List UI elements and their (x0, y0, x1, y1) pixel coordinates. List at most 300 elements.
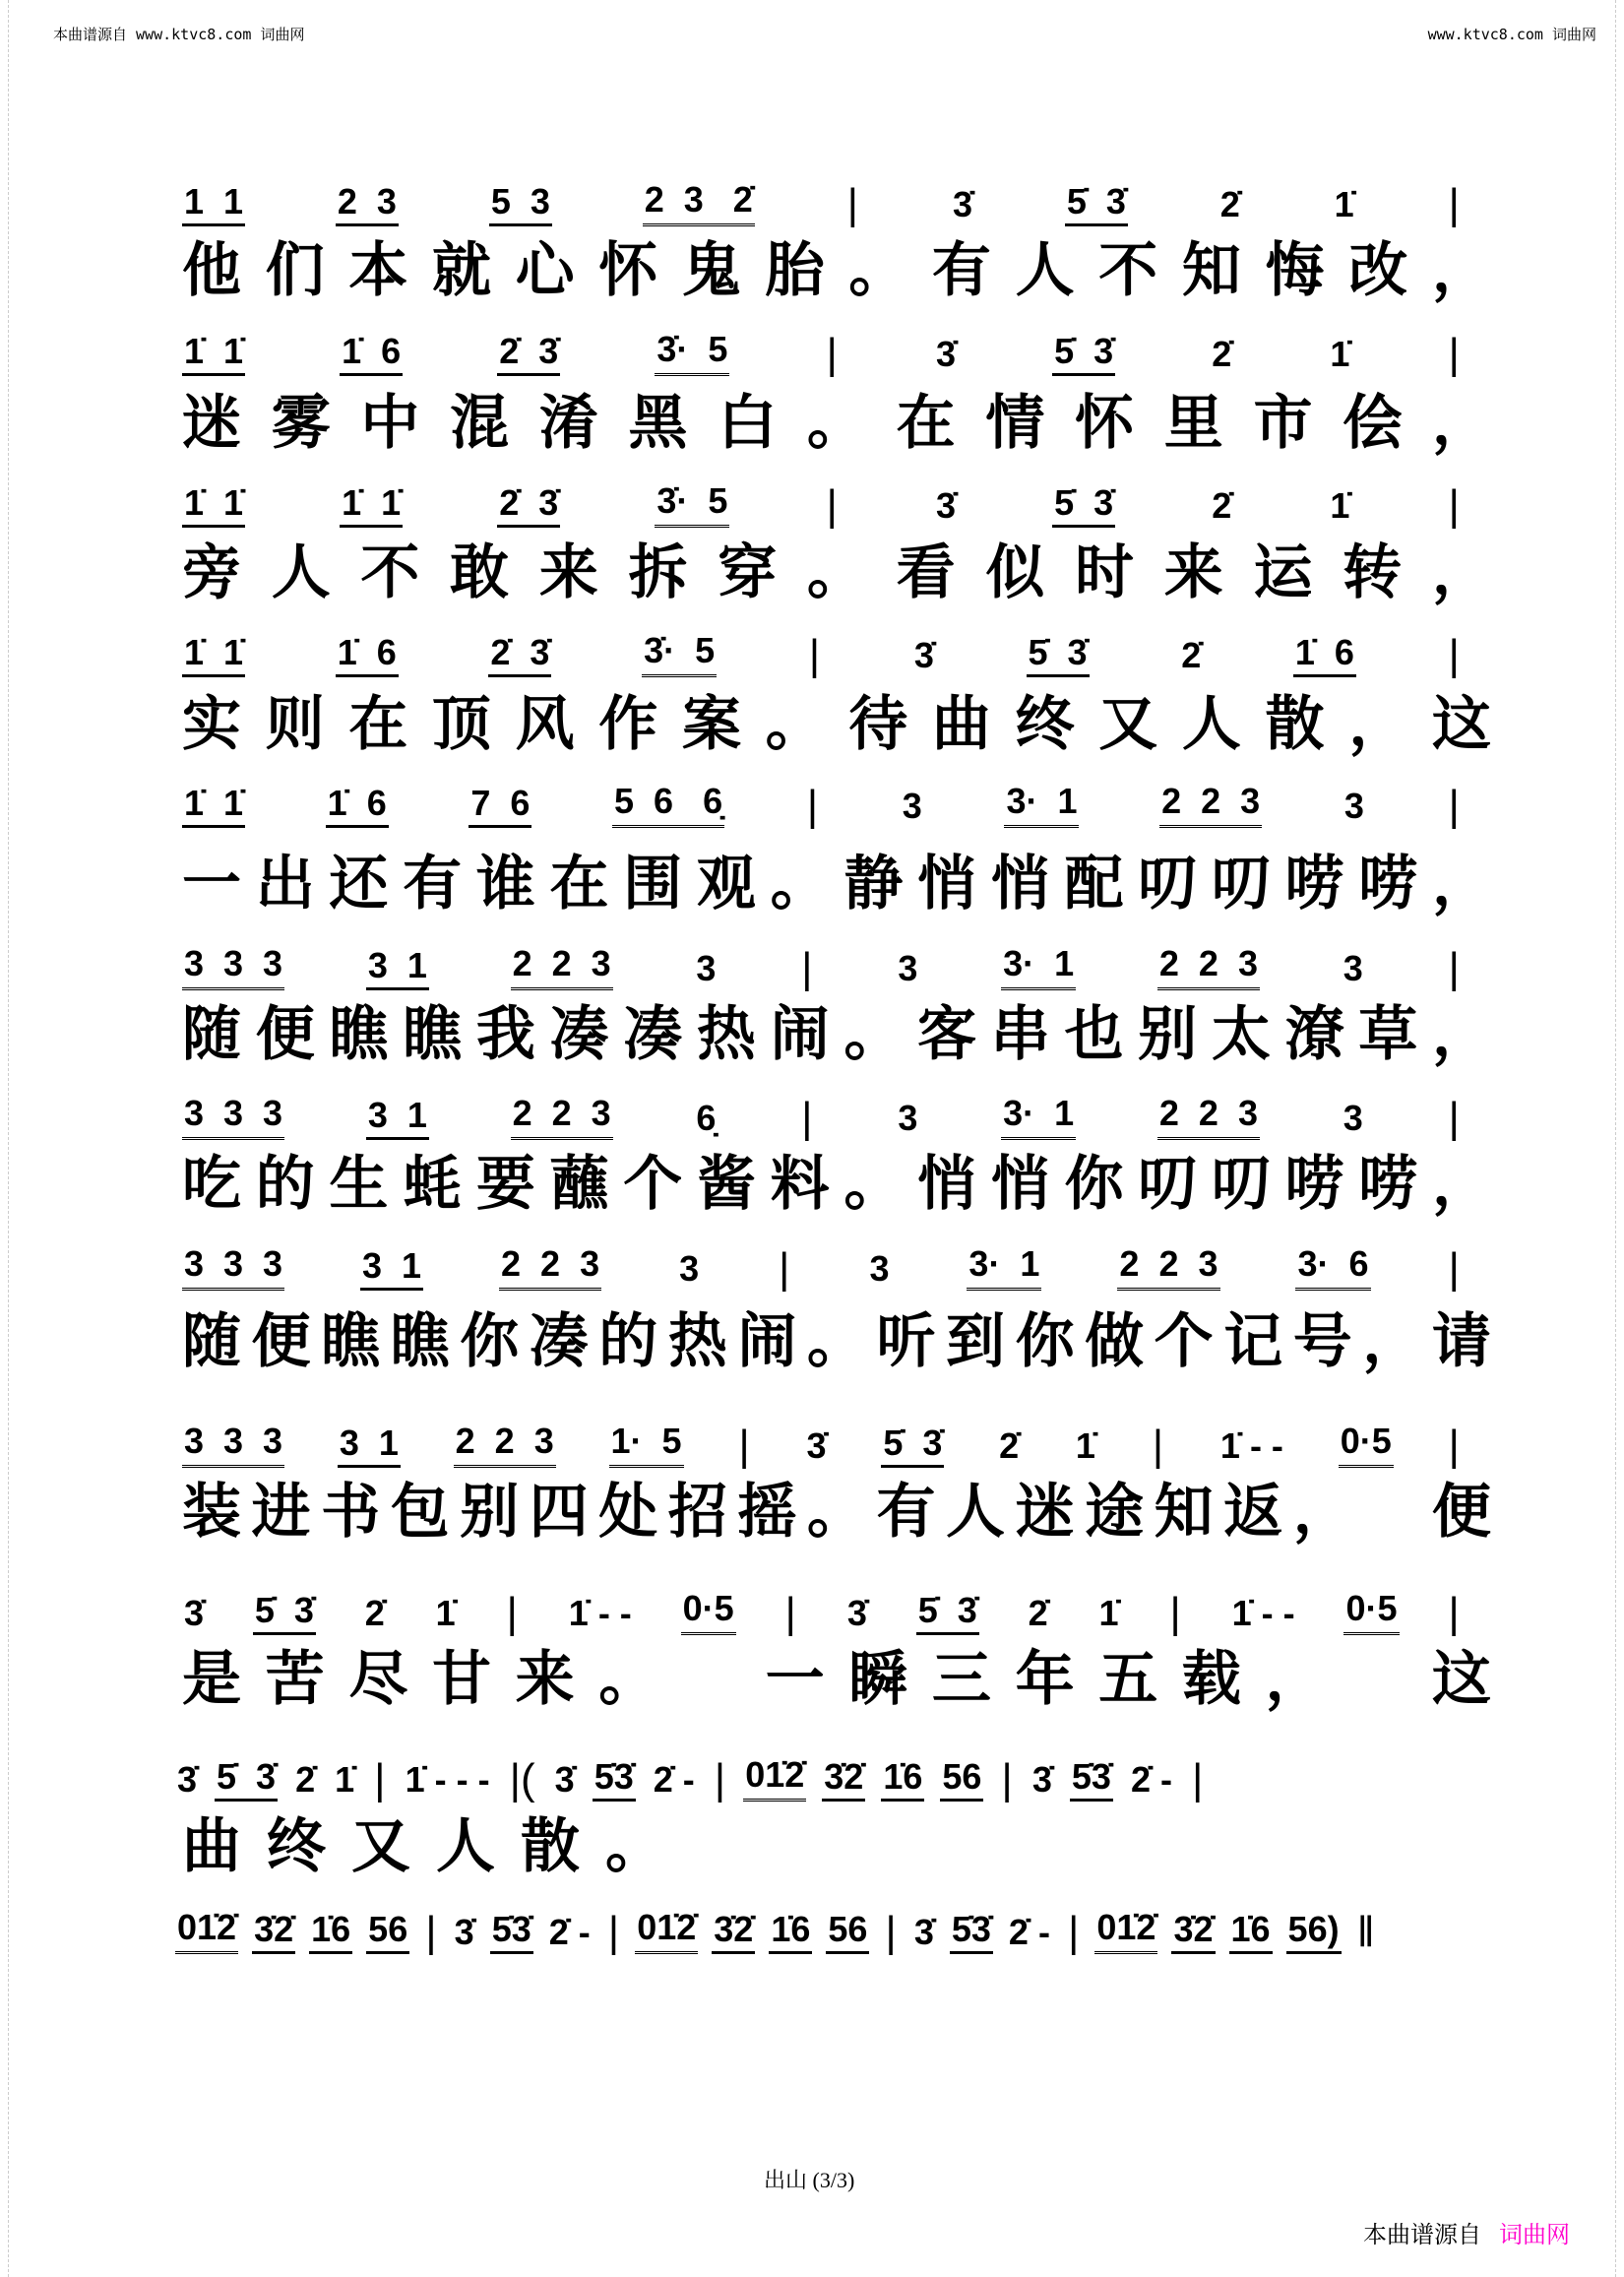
lyric-char: 别 (460, 1478, 520, 1547)
lyric-char: 招 (667, 1478, 727, 1547)
note-group: 01̇2̇ (175, 1906, 238, 1954)
lyric-char: 就 (431, 236, 491, 305)
lyric-char: 人 (1181, 690, 1241, 759)
header-left: 本曲谱源自 www.ktvc8.com 词曲网 (53, 26, 305, 43)
barline: | (1448, 1244, 1460, 1293)
note-group: 3̇ (806, 1425, 827, 1466)
header-right: www.ktvc8.com 词曲网 (1427, 26, 1596, 43)
lyric-char: 唠 (1284, 850, 1344, 918)
note-group: 3̇· 5 (655, 479, 729, 528)
lyric-char: 旁 (182, 538, 241, 607)
lyric-char: 似 (985, 538, 1045, 607)
lyric-char: ， (1431, 236, 1491, 305)
note-group: 2 2 3 (1159, 780, 1262, 828)
note-group: 56 (366, 1908, 409, 1954)
lyric-char: 改 (1348, 236, 1408, 305)
lyric-char: ， (1362, 1307, 1422, 1376)
left-margin-watermark (8, 0, 9, 2277)
lyric-char: 随 (182, 1307, 241, 1376)
note-group: 3· 1 (1001, 1092, 1076, 1140)
note-group: 3· 1 (1001, 942, 1076, 990)
note-group: 1̇6 (769, 1908, 812, 1954)
lyric-char (1348, 1645, 1407, 1714)
lyrics-line (182, 690, 1491, 759)
barline: | (1448, 631, 1460, 679)
lyric-char: ， (1431, 1150, 1491, 1219)
notes-line (182, 1419, 1462, 1468)
notes-line (182, 478, 1462, 528)
note-group: 5̇ 3̇ (253, 1589, 316, 1635)
lyric-char: 则 (265, 690, 325, 759)
lyric-char: 生 (329, 1150, 389, 1219)
lyric-char: 叨 (1211, 1150, 1271, 1219)
lyric-char: 谁 (475, 850, 535, 918)
lyric-char: 。 (806, 1307, 866, 1376)
lyric-char: 凑 (623, 1000, 683, 1069)
lyric-char: 不 (1098, 236, 1158, 305)
note-group: 2̇ (295, 1759, 316, 1800)
notes-line (182, 1091, 1462, 1140)
barline: | (1448, 330, 1460, 378)
lyric-char: 中 (360, 389, 420, 458)
lyric-char: 怀 (598, 236, 658, 305)
lyric-char: 瞬 (848, 1645, 908, 1714)
lyric-char: 在 (549, 850, 609, 918)
note-group: 2̇ (1028, 1593, 1048, 1633)
lyric-char: 。 (843, 1150, 904, 1219)
lyric-char: 你 (1015, 1307, 1075, 1376)
note-group: 3· 1 (967, 1242, 1041, 1291)
lyric-char: 瞧 (329, 1000, 389, 1069)
lyric-char: 敢 (450, 538, 510, 607)
lyric-char: 。 (598, 1645, 658, 1714)
note-group: 5̇ 3̇ (1052, 330, 1115, 376)
lyric-char: 太 (1211, 1000, 1271, 1069)
barline: | (1448, 180, 1460, 228)
lyric-char: 叨 (1138, 1150, 1198, 1219)
lyric-char: 人 (946, 1478, 1006, 1547)
note-group: 1̇ 6 (336, 631, 399, 677)
note-group: 1̇ 1̇ (182, 481, 245, 528)
notes-line (182, 1586, 1462, 1635)
note-group: 0·5 (1343, 1587, 1399, 1635)
barline: | (1152, 1422, 1164, 1470)
lyric-char: 黑 (628, 389, 688, 458)
barline: | (806, 782, 819, 830)
lyric-char: 叨 (1138, 850, 1198, 918)
note-group: 2̇ (1212, 485, 1232, 526)
note-group: 2̇ 3̇ (497, 330, 560, 376)
note-group: 3 1 (366, 944, 429, 990)
lyric-char: 悄 (990, 850, 1050, 918)
lyric-char: ， (1431, 850, 1491, 918)
notes-line (182, 941, 1462, 990)
barline: | (425, 1908, 437, 1956)
lyric-char: 迷 (1015, 1478, 1075, 1547)
note-group: 1̇ (1330, 485, 1350, 526)
lyric-char: 。 (770, 850, 830, 918)
note-group: 3̇ (554, 1759, 575, 1800)
note-group: 1̇ 6 (340, 330, 403, 376)
note-group: 1̇ 6 (326, 782, 389, 828)
barline: | (801, 1094, 813, 1142)
notes-line (182, 628, 1462, 677)
lyrics-line (182, 389, 1491, 458)
note-group: 2̇ (1219, 184, 1240, 224)
lyric-char: 一 (765, 1645, 825, 1714)
lyric-char: ， (1431, 389, 1491, 458)
lyric-char: 途 (1085, 1478, 1145, 1547)
lyric-char: 苦 (265, 1645, 325, 1714)
lyrics-line (182, 1478, 1491, 1547)
lyric-char: 。 (765, 690, 825, 759)
note-group: 3 (1343, 786, 1364, 826)
lyric-char: 听 (876, 1307, 936, 1376)
barline: | (374, 1755, 386, 1803)
note-group: 1̇ (435, 1593, 456, 1633)
lyric-char: 知 (1181, 236, 1241, 305)
lyric-char: ， (1292, 1478, 1352, 1547)
note-group: 3 (1343, 1098, 1363, 1138)
note-group: 2 2 3 (1157, 1092, 1260, 1140)
lyric-char: 不 (360, 538, 420, 607)
lyric-char: 你 (1064, 1150, 1124, 1219)
lyric-char: 曲 (931, 690, 991, 759)
lyric-char: 四 (529, 1478, 589, 1547)
note-group: 3̇2̇ (712, 1908, 755, 1954)
lyric-char: 顶 (431, 690, 491, 759)
note-group: 1̇ - - (568, 1593, 632, 1633)
note-group: 2̇ - (1130, 1759, 1172, 1800)
lyric-char (1362, 1478, 1421, 1547)
lyric-char: 本 (348, 236, 408, 305)
lyric-char: 个 (1154, 1307, 1214, 1376)
lyric-char: 悄 (990, 1150, 1050, 1219)
notes-line (182, 779, 1462, 828)
lyric-char: 闹 (737, 1307, 797, 1376)
lyric-char: 到 (946, 1307, 1006, 1376)
lyric-char: 又 (1098, 690, 1158, 759)
barline: | (738, 1422, 750, 1470)
lyric-char: 淆 (538, 389, 598, 458)
barline: | (607, 1908, 620, 1956)
lyric-char: 你 (460, 1307, 520, 1376)
lyric-char: 返 (1223, 1478, 1283, 1547)
lyric-char: 还 (329, 850, 389, 918)
lyric-char: 这 (1431, 690, 1491, 759)
note-group: 1̇6 (309, 1908, 352, 1954)
note-group: 1· 5 (609, 1420, 684, 1468)
barline: | (808, 631, 821, 679)
note-group: 3̇ (936, 485, 957, 526)
barline: | (1169, 1589, 1181, 1637)
lyric-char: 迷 (182, 389, 241, 458)
lyric-char: 待 (848, 690, 908, 759)
note-group: 3̇ (913, 1912, 934, 1952)
lyric-char: 酱 (696, 1150, 756, 1219)
lyric-char: 悄 (917, 1150, 977, 1219)
lyric-char: 案 (681, 690, 741, 759)
lyric-char: 个 (623, 1150, 683, 1219)
lyric-char: 们 (265, 236, 325, 305)
lyric-char: 市 (1253, 389, 1313, 458)
note-group: 3 (902, 786, 922, 826)
note-group: 3̇· 5 (655, 328, 729, 376)
note-group: 2̇ (1212, 334, 1232, 374)
lyric-char: ， (1431, 538, 1491, 607)
lyric-char: 甘 (431, 1645, 491, 1714)
lyric-char: 摇 (737, 1478, 797, 1547)
lyric-char: 穿 (718, 538, 778, 607)
lyric-char: 。 (848, 236, 908, 305)
lyric-char: 三 (931, 1645, 991, 1714)
note-group: 2 2 3 (499, 1242, 601, 1291)
note-group: 2̇ - (1008, 1912, 1050, 1952)
note-group: 1̇ 1̇ (340, 481, 403, 528)
lyric-char: 悔 (1265, 236, 1325, 305)
note-group: 5 3 (489, 180, 552, 226)
barline: | (846, 180, 859, 228)
note-group: 3 1 (366, 1094, 429, 1140)
note-group: 2̇ - (548, 1912, 591, 1952)
lyric-char: 知 (1154, 1478, 1214, 1547)
lyrics-line (182, 1307, 1491, 1376)
lyrics-line (182, 1000, 1491, 1069)
lyric-char: 。 (806, 389, 866, 458)
note-group: 1̇ (1098, 1593, 1119, 1633)
barline: | (1067, 1908, 1080, 1956)
lyric-char: 瞧 (403, 1000, 463, 1069)
lyric-char: ， (1265, 1645, 1325, 1714)
lyric-char: 悄 (917, 850, 977, 918)
lyric-char: 凑 (549, 1000, 609, 1069)
note-group: 3̇2̇ (1171, 1908, 1215, 1954)
lyric-char: 热 (667, 1307, 727, 1376)
note-group: 01̇2̇ (743, 1753, 806, 1802)
lyric-char: 侩 (1343, 389, 1403, 458)
note-group: 2̇ (364, 1593, 385, 1633)
lyric-char: 围 (623, 850, 683, 918)
lyric-char: 装 (182, 1478, 241, 1547)
note-group: 3 3 3 (182, 942, 284, 990)
lyric-char: 潦 (1284, 1000, 1344, 1069)
note-group: 7 6 (468, 782, 531, 828)
barline: | (885, 1908, 897, 1956)
note-group: 3 (869, 1248, 890, 1289)
lyric-char: 人 (1015, 236, 1075, 305)
lyric-char: 看 (896, 538, 956, 607)
note-group: 3 (898, 1098, 918, 1138)
lyric-char: 。 (806, 538, 866, 607)
note-group: 3 1 (360, 1244, 423, 1291)
lyric-char: 便 (255, 1000, 315, 1069)
note-group: 2 2 3 (511, 1092, 613, 1140)
note-group: 1̇ - - - (405, 1759, 490, 1800)
lyric-char: 包 (390, 1478, 450, 1547)
notes-line (182, 327, 1462, 376)
lyric-char: 来 (1163, 538, 1223, 607)
barline: ‖ (1356, 1908, 1375, 1956)
note-group: 3̇ (454, 1912, 474, 1952)
lyric-char: 时 (1075, 538, 1135, 607)
lyric-char: 配 (1064, 850, 1124, 918)
lyric-char: 是 (182, 1645, 241, 1714)
note-group: 3̇ (952, 184, 972, 224)
note-group: 2 2 3 (1117, 1242, 1219, 1291)
source-credit (1363, 2215, 1570, 2249)
lyric-char: 运 (1253, 538, 1313, 607)
source-site-link[interactable]: 词曲网 (1499, 2221, 1570, 2248)
lyric-char: 唠 (1358, 1150, 1418, 1219)
lyric-char: 的 (255, 1150, 315, 1219)
lyric-char: 怀 (1075, 389, 1135, 458)
lyric-char: 胎 (765, 236, 825, 305)
lyric-char: 号 (1292, 1307, 1352, 1376)
note-group: 1 1 (182, 180, 245, 226)
notes-line (175, 1752, 1455, 1802)
lyric-char: 草 (1358, 1000, 1418, 1069)
note-group: 1̇ 1̇ (182, 631, 245, 677)
source-prefix: 本曲谱源自 (1363, 2221, 1481, 2248)
lyric-char: 在 (896, 389, 956, 458)
lyric-char: 热 (696, 1000, 756, 1069)
lyrics-line (182, 538, 1491, 607)
lyric-char: 进 (251, 1478, 311, 1547)
lyric-char: 里 (1163, 389, 1223, 458)
barline: | (506, 1589, 518, 1637)
note-group: 3̇ (184, 1593, 205, 1633)
note-group: 1̇6 (881, 1755, 924, 1802)
note-group: 5̇ 3̇ (215, 1755, 278, 1802)
lyric-char: 尽 (348, 1645, 408, 1714)
lyric-char: 作 (598, 690, 658, 759)
note-group: 1̇ 1̇ (182, 330, 245, 376)
lyric-char: 有 (931, 236, 991, 305)
lyric-char: 来 (538, 538, 598, 607)
note-group: 1̇6 (1229, 1908, 1273, 1954)
lyric-char: 闹 (770, 1000, 830, 1069)
note-group: 3̇ (177, 1759, 198, 1800)
note-group: 1̇ - - (1219, 1425, 1283, 1466)
note-group: 3̇ (1031, 1759, 1052, 1800)
lyric-char: 五 (1098, 1645, 1158, 1714)
barline: | (826, 330, 838, 378)
lyric-char: 白 (718, 389, 778, 458)
lyrics-line (182, 236, 1491, 305)
lyric-char: 混 (450, 389, 510, 458)
note-group: 6̣ (696, 1098, 717, 1138)
note-group: 5̇ 3̇ (1027, 631, 1090, 677)
barline: | (779, 1244, 790, 1293)
lyric-char: 雾 (271, 389, 331, 458)
note-group: 3· 6 (1295, 1242, 1370, 1291)
lyric-char: 蘸 (549, 1150, 609, 1219)
lyric-char: 客 (917, 1000, 977, 1069)
lyric-char: 他 (182, 236, 241, 305)
lyric-char: 我 (475, 1000, 535, 1069)
lyric-char: 载 (1181, 1645, 1241, 1714)
note-group: 56 (940, 1755, 983, 1802)
lyric-char: 也 (1064, 1000, 1124, 1069)
lyrics-line (182, 1150, 1491, 1219)
lyric-char: 心 (515, 236, 575, 305)
lyric-char: 叨 (1211, 850, 1271, 918)
note-group: 01̇2̇ (1094, 1906, 1157, 1954)
lyric-char: 风 (515, 690, 575, 759)
notes-line (182, 177, 1462, 226)
lyric-char: 处 (598, 1478, 658, 1547)
barline: | (1448, 481, 1460, 530)
lyric-char: 记 (1223, 1307, 1283, 1376)
lyric-char: 在 (348, 690, 408, 759)
lyric-char: 的 (598, 1307, 658, 1376)
note-group: 1̇ (1075, 1425, 1095, 1466)
note-group: 1̇ (335, 1759, 355, 1800)
note-group: 3 (696, 948, 717, 988)
note-group: 2 2 3 (511, 942, 613, 990)
lyric-char: 便 (1431, 1478, 1491, 1547)
lyric-char: 唠 (1358, 850, 1418, 918)
barline: |( (509, 1755, 535, 1803)
note-group: 5̇ 3̇ (1065, 180, 1128, 226)
lyric-char: 鬼 (681, 236, 741, 305)
note-group: 5̇3̇ (1070, 1755, 1113, 1802)
lyric-char: 串 (990, 1000, 1050, 1069)
lyric-char: ， (1348, 690, 1408, 759)
lyric-char: 终 (1015, 690, 1075, 759)
lyric-char: 观 (696, 850, 756, 918)
lyric-char: 有 (403, 850, 463, 918)
barline: | (1448, 782, 1460, 830)
note-group: 5̇ 3̇ (881, 1422, 944, 1468)
note-group: 2 2 3 (1157, 942, 1260, 990)
lyric-char: 别 (1138, 1000, 1198, 1069)
lyric-char: 。 (843, 1000, 904, 1069)
note-group: 2 3 2̇ (643, 178, 755, 226)
note-group: 56 (826, 1908, 869, 1954)
note-group: 5̇3̇ (593, 1755, 636, 1802)
lyric-char: 书 (321, 1478, 381, 1547)
barline: | (826, 481, 838, 530)
lyric-char: 瞧 (321, 1307, 381, 1376)
note-group: 2̇ 3̇ (488, 631, 551, 677)
note-group: 2 2 3 (454, 1420, 556, 1468)
note-group: 1̇ 1̇ (182, 782, 245, 828)
note-group: 5̇ 3̇ (1052, 481, 1115, 528)
note-group: 3̇2̇ (252, 1908, 295, 1954)
barline: | (1448, 944, 1460, 992)
lyric-char: 情 (985, 389, 1045, 458)
note-group: 3̇ (846, 1593, 867, 1633)
note-group: 2 3 (336, 180, 399, 226)
lyric-char: 瞧 (390, 1307, 450, 1376)
note-group: 0·5 (681, 1587, 736, 1635)
lyric-char: 人 (271, 538, 331, 607)
note-group: 3̇ (913, 635, 934, 675)
lyrics-line (182, 850, 1491, 918)
note-group: 2̇ (1181, 635, 1202, 675)
barline: | (1448, 1589, 1460, 1637)
lyric-char: 要 (475, 1150, 535, 1219)
barline: | (801, 944, 813, 992)
notes-line (182, 1241, 1462, 1291)
lyrics-line: 曲终又人散。 (182, 1812, 690, 1881)
lyric-char: 便 (251, 1307, 311, 1376)
note-group: 2̇ (999, 1425, 1020, 1466)
note-group: 1̇ (1334, 184, 1354, 224)
note-group: 3̇ (936, 334, 957, 374)
right-margin-watermark (1615, 0, 1616, 2277)
